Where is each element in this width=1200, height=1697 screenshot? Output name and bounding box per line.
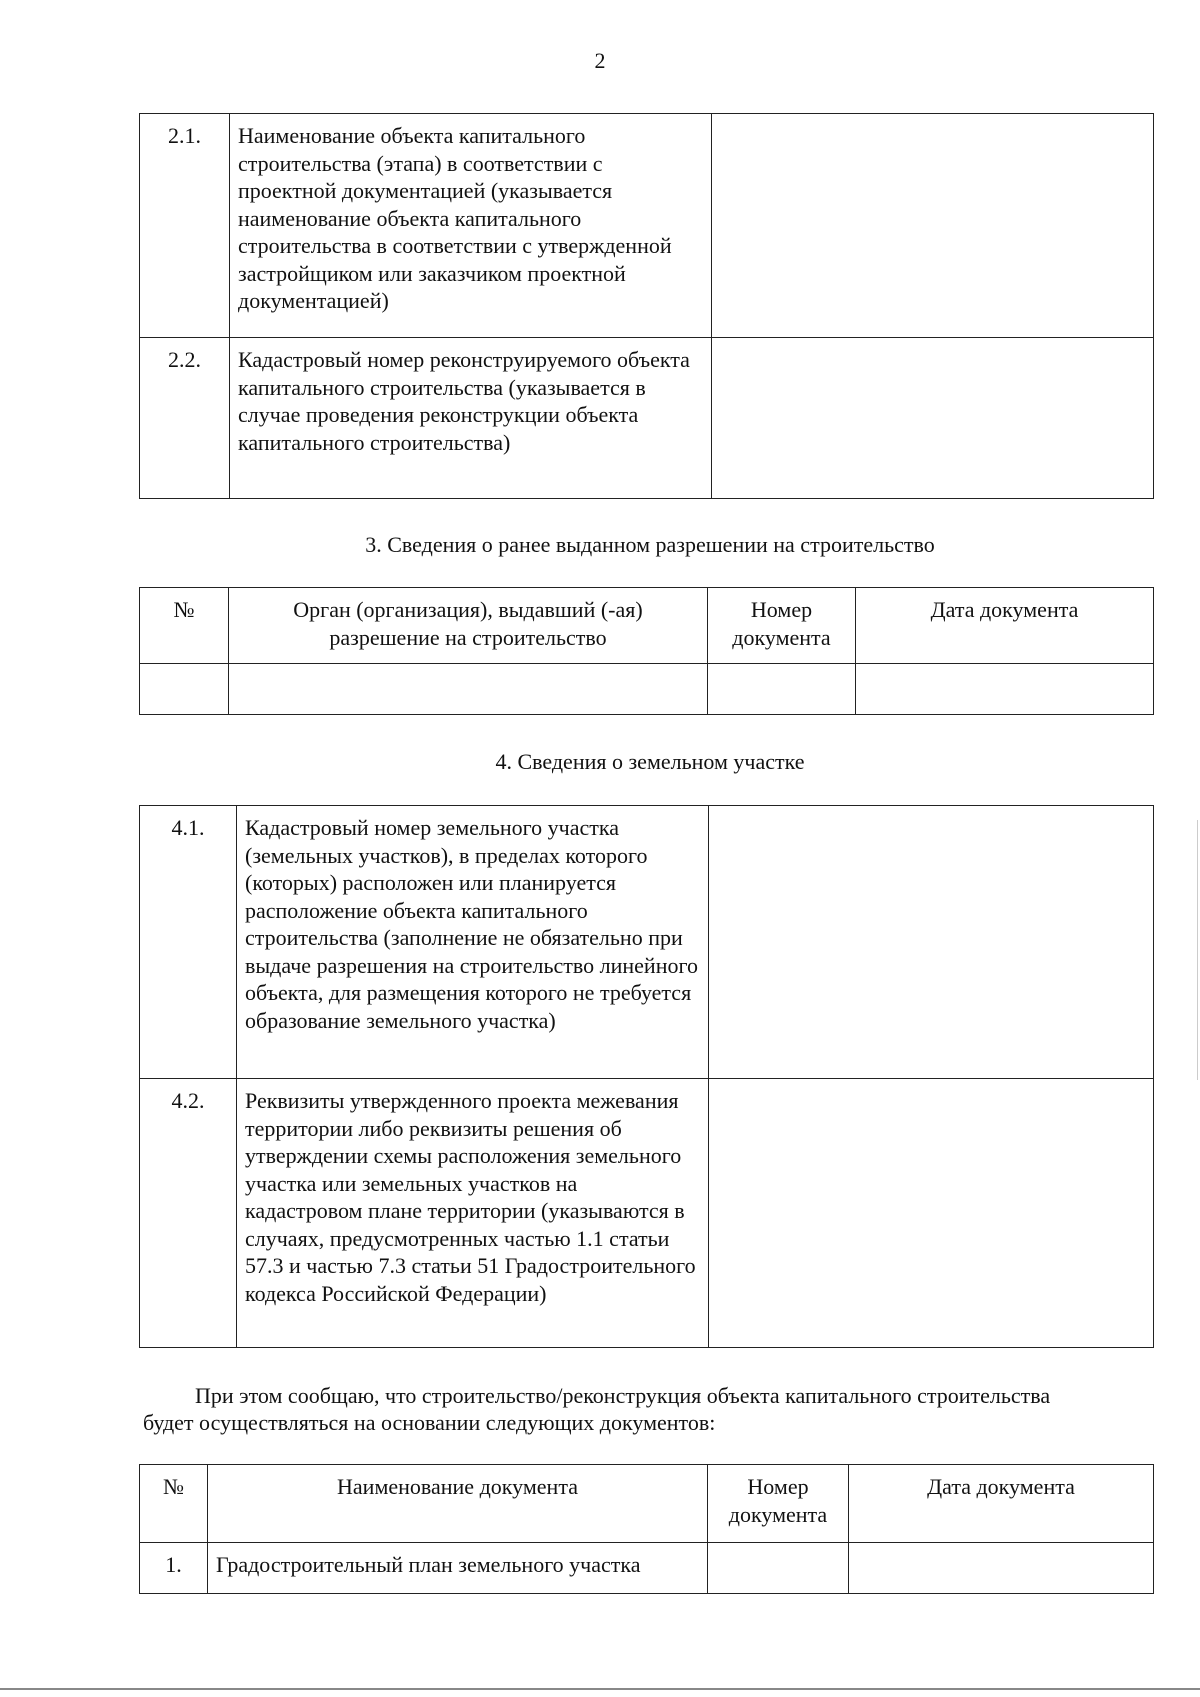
header-doc-date: Дата документа [849,1465,1154,1543]
row-label: Реквизиты утвержденного проекта межевания территории либо реквизиты решения об утверждении схемы расположения земельного участка или земельных участков на кадастровом плане территории (указываются в случаях, предусмотренных частью 1.1 статьи 57.3 и частью 7.3 статьи 51 Градостроительного кодекса Российской Федерации) [237,1079,709,1348]
header-num: № [140,588,229,664]
object-info-table [139,113,1154,499]
table-row [140,338,1154,499]
header-num: № [140,1465,208,1543]
page-bottom-rule [0,1688,1200,1690]
row-number: 2.1. [140,114,230,338]
table-header-row [140,1465,1154,1543]
table-row [140,1079,1154,1348]
cell-num: 1. [140,1543,208,1594]
cell-doc-date[interactable] [856,664,1154,715]
row-label: Наименование объекта капитального строительства (этапа) в соответствии с проектной документацией (указывается наименование объекта капитального строительства в соответствии с утвержденной застройщиком или заказчиком проектной документацией) [230,114,712,338]
paragraph-line-2: будет осуществляться на основании следующих документов: [143,1410,716,1435]
table-row [140,1543,1154,1594]
land-plot-table [139,805,1154,1348]
documents-table [139,1464,1154,1594]
row-value-cell[interactable] [709,1079,1154,1348]
table-row [140,664,1154,715]
header-organ: Орган (организация), выдавший (-ая) разрешение на строительство [229,588,708,664]
table-row [140,806,1154,1079]
row-label: Кадастровый номер земельного участка (земельных участков), в пределах которого (которых) расположен или планируется расположение объекта капитального строительства (заполнение не обязательно при выдаче разрешения на строительство линейного объекта, для размещения которого не требуется образование земельного участка) [237,806,709,1079]
cell-doc-name: Градостроительный план земельного участка [208,1543,708,1594]
row-label: Кадастровый номер реконструируемого объекта капитального строительства (указывается в случае проведения реконструкции объекта капитального строительства) [230,338,712,499]
cell-doc-number[interactable] [708,1543,849,1594]
row-value-cell[interactable] [712,114,1154,338]
row-number: 4.1. [140,806,237,1079]
scan-edge-mark [1197,820,1198,1080]
cell-num[interactable] [140,664,229,715]
table-header-row [140,588,1154,664]
section-3-title: 3. Сведения о ранее выданном разрешении на строительство [365,532,935,557]
header-doc-number: Номер документа [708,1465,849,1543]
row-number: 2.2. [140,338,230,499]
row-value-cell[interactable] [712,338,1154,499]
section-4-title: 4. Сведения о земельном участке [495,749,805,774]
cell-organ[interactable] [229,664,708,715]
table-row [140,114,1154,338]
row-number: 4.2. [140,1079,237,1348]
cell-doc-number[interactable] [708,664,856,715]
header-doc-date: Дата документа [856,588,1154,664]
page-number: 2 [594,48,606,73]
row-value-cell[interactable] [709,806,1154,1079]
basis-paragraph [143,1382,1163,1436]
cell-doc-date[interactable] [849,1543,1154,1594]
paragraph-line-1: При этом сообщаю, что строительство/реконструкция объекта капитального строительства [195,1383,1051,1408]
header-doc-name: Наименование документа [208,1465,708,1543]
previous-permit-table [139,587,1154,715]
header-doc-number: Номер документа [708,588,856,664]
